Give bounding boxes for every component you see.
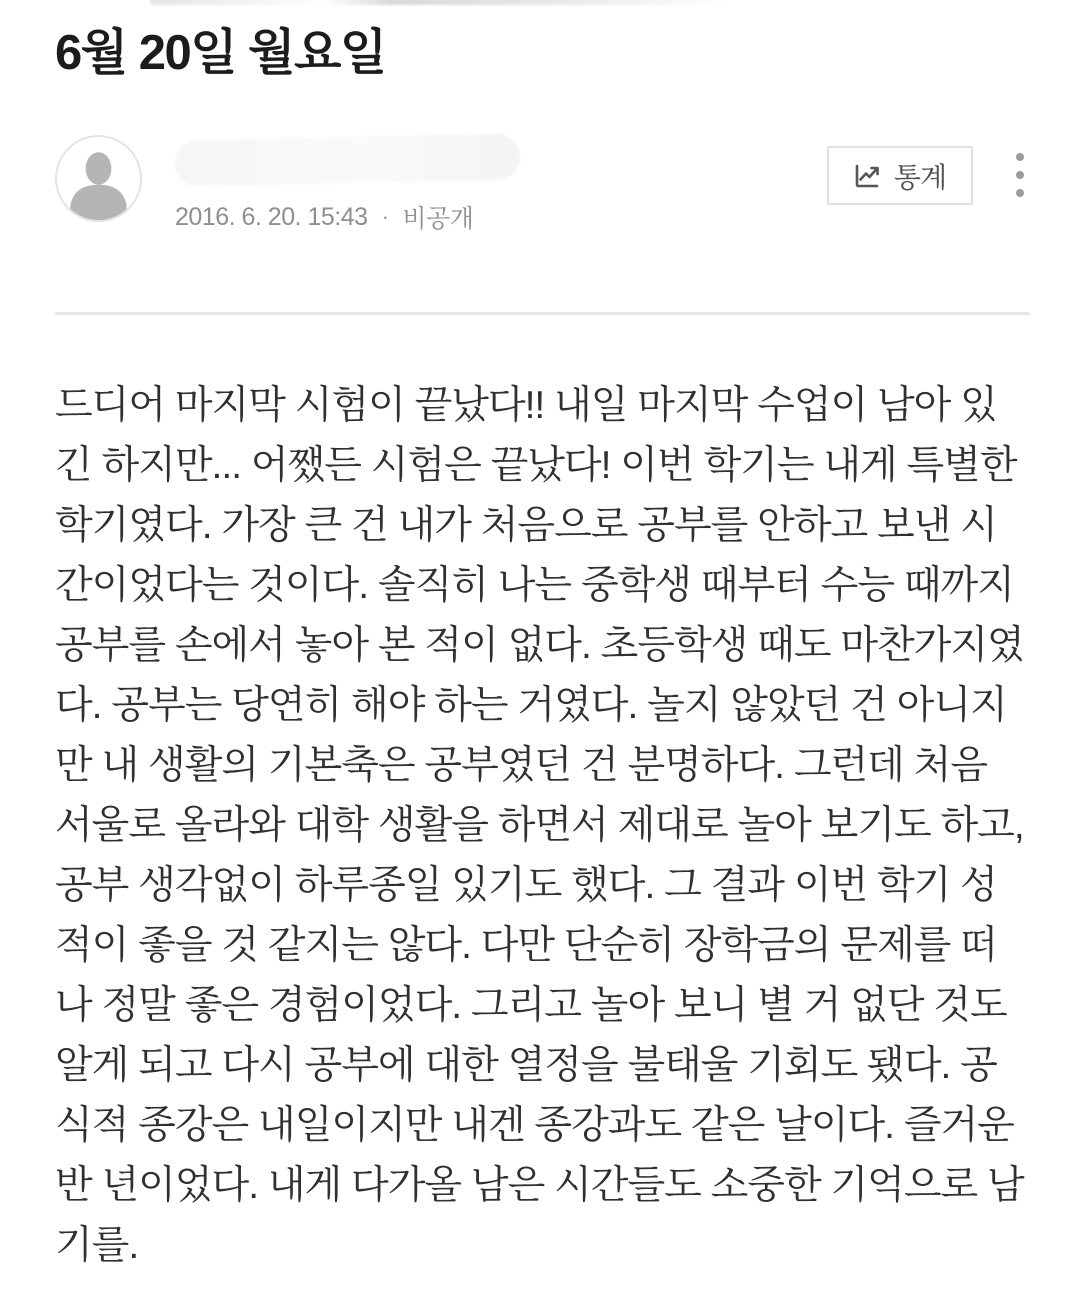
- person-silhouette-icon: [57, 137, 140, 220]
- avatar[interactable]: [55, 135, 142, 222]
- stats-button-label: 통계: [893, 161, 946, 193]
- kebab-menu-icon: [1016, 153, 1024, 161]
- divider: [55, 312, 1030, 315]
- more-options-button[interactable]: [1010, 151, 1030, 199]
- post-meta-row: [55, 135, 1030, 235]
- meta-actions: [827, 135, 1030, 205]
- post-date-line: [175, 199, 827, 235]
- author-block: [175, 135, 827, 235]
- post-title: 6월 20일 월요일: [55, 26, 386, 80]
- kebab-menu-icon: [1016, 189, 1024, 197]
- line-chart-icon: [851, 160, 883, 192]
- stats-button[interactable]: [827, 146, 973, 205]
- visibility-label: 비공개: [402, 205, 474, 234]
- kebab-menu-icon: [1016, 171, 1024, 179]
- redacted-username: [175, 134, 521, 187]
- cropped-text-remnant: [150, 0, 730, 5]
- post-date: 2016. 6. 20. 15:43: [175, 202, 368, 231]
- post-body-text: 드디어 마지막 시험이 끝났다!! 내일 마지막 수업이 남아 있긴 하지만... 어쨌든 시험은 끝났다! 이번 학기는 내게 특별한 학기였다. 가장 큰 건 내가 처음으로 공부를 안하고 보낸 시간이었다는 것이다. 솔직히 나는 중학생 때부터 수능 때까지 공부를 손에서 놓아 본 적이 없다. 초등학생 때도 마찬가지였다. 공부는 당연히 해야 하는 거였다. 놀지 않았던 건 아니지만 내 생활의 기본축은 공부였던 건 분명하다. 그런데 처음 서울로 올라와 대학 생활을 하면서 제대로 놀아 보기도 하고, 공부 생각없이 하루종일 있기도 했다. 그 결과 이번 학기 성적이 좋을 것 같지는 않다. 다만 단순히 장학금의 문제를 떠나 정말 좋은 경험이었다. 그리고 놀아 보니 별 거 없단 것도 알게 되고 다시 공부에 대한 열정을 불태울 기회도 됐다. 공식적 종강은 내일이지만 내겐 종강과도 같은 날이다. 즐거운 반 년이었다. 내게 다가올 남은 시간들도 소중한 기억으로 남기를.: [55, 384, 1024, 1268]
- meta-separator: ·: [381, 204, 389, 230]
